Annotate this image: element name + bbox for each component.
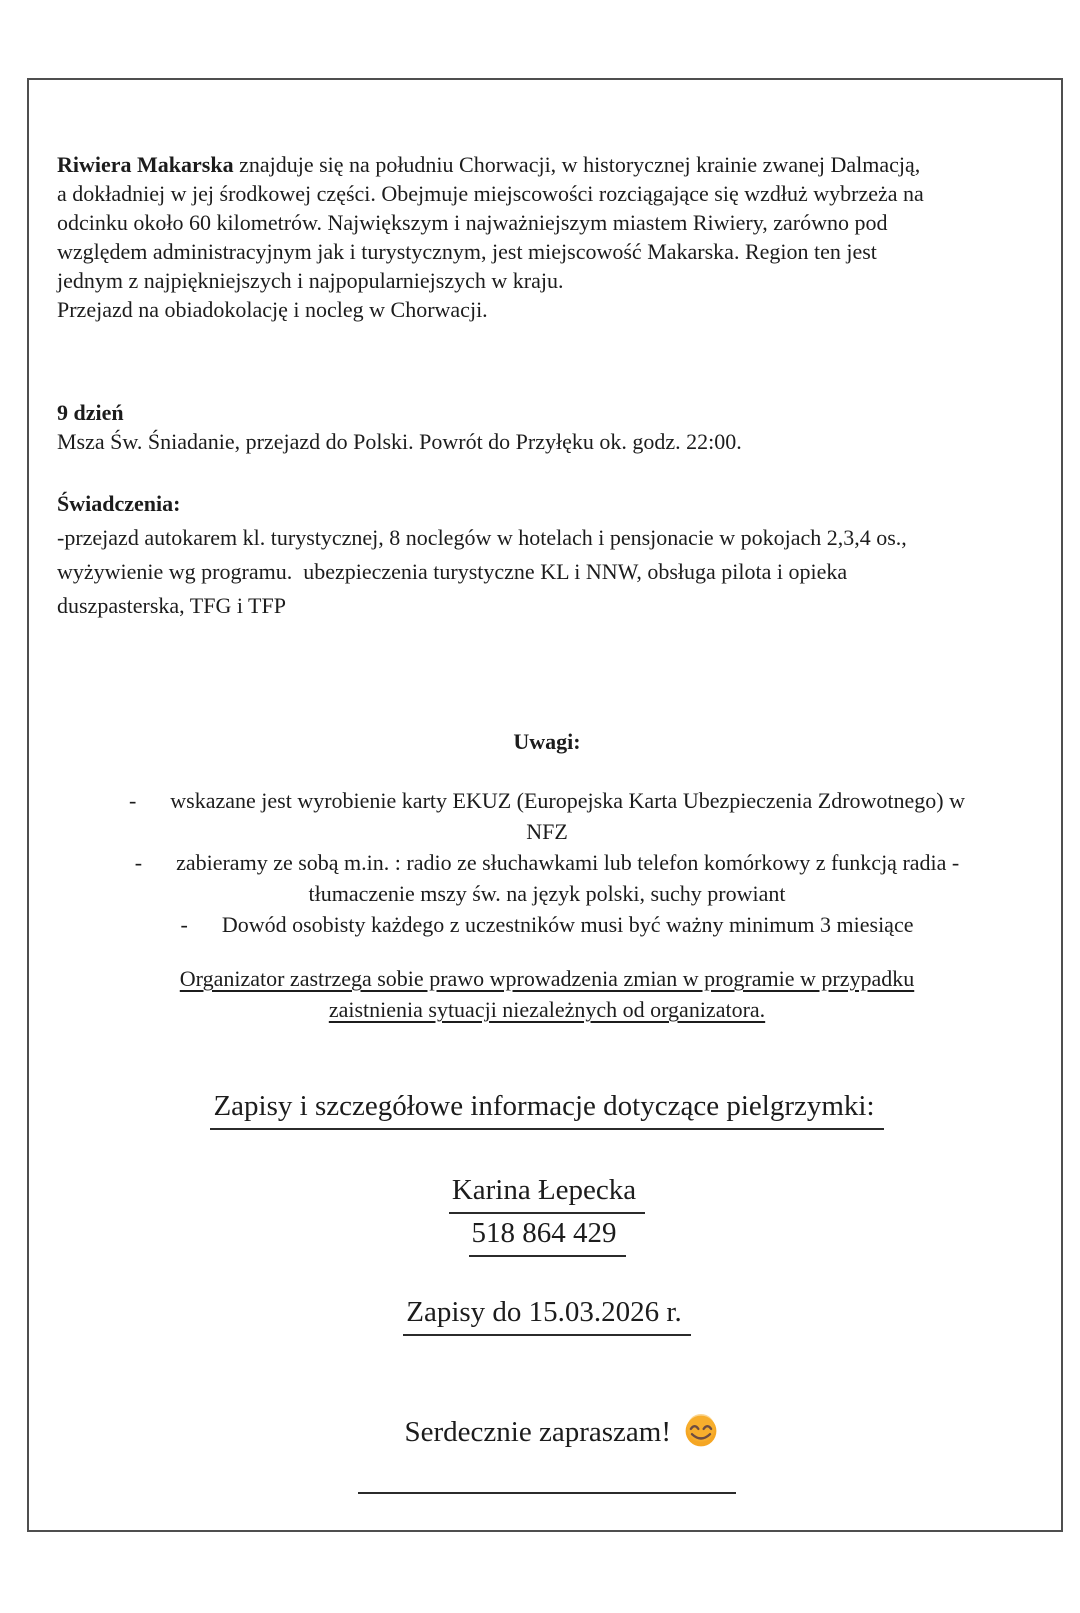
note-item <box>57 785 1037 847</box>
contact-phone: 518 864 429 <box>469 1214 626 1257</box>
note-line: wskazane jest wyrobienie karty EKUZ (Europejska Karta Ubezpieczenia Zdrowotnego) w <box>170 788 966 813</box>
notes-list <box>57 785 1037 940</box>
services-section <box>57 487 1037 623</box>
bullet-dash: - <box>134 850 143 875</box>
intro-line: znajduje się na południu Chorwacji, w historycznej krainie zwanej Dalmacją, <box>233 152 921 177</box>
intro-paragraph <box>57 150 1037 324</box>
note-line: zabieramy ze sobą m.in. : radio ze słuchawkami lub telefon komórkowy z funkcją radia - <box>176 850 960 875</box>
intro-line: jednym z najpiękniejszych i najpopularniejszych w kraju. <box>57 268 564 293</box>
note-item <box>57 909 1037 940</box>
intro-line: Przejazd na obiadokolację i nocleg w Chorwacji. <box>57 297 488 322</box>
day9-heading: 9 dzień <box>57 400 124 425</box>
deadline-note <box>57 1293 1037 1336</box>
disclaimer <box>57 963 1037 1025</box>
bullet-dash: - <box>128 788 137 813</box>
signup-heading-text: Zapisy i szczegółowe informacje dotyczące pielgrzymki: <box>210 1087 883 1130</box>
closing-underline <box>358 1375 736 1494</box>
deadline-text: Zapisy do 15.03.2026 r. <box>403 1293 691 1336</box>
closing-line <box>57 1375 1037 1494</box>
intro-line: a dokładniej w jej środkowej części. Obejmuje miejscowości rozciągające się wzdłuż wybrzeża na <box>57 181 924 206</box>
note-line: tłumaczenie mszy św. na język polski, suchy prowiant <box>308 881 786 906</box>
disclaimer-line: zaistnienia sytuacji niezależnych od organizatora. <box>328 997 766 1022</box>
intro-line: odcinku około 60 kilometrów. Największym i najważniejszym miastem Riwiery, zarówno pod <box>57 210 888 235</box>
day9-text: Msza Św. Śniadanie, przejazd do Polski. Powrót do Przyłęku ok. godz. 22:00. <box>57 429 742 454</box>
notes-heading: Uwagi: <box>513 729 581 754</box>
bullet-dash: - <box>180 912 188 937</box>
note-line: NFZ <box>526 819 568 844</box>
intro-lead: Riwiera Makarska <box>57 152 234 177</box>
contact-name: Karina Łepecka <box>449 1171 645 1214</box>
smiling-face-emoji-icon <box>684 1414 718 1448</box>
services-heading: Świadczenia: <box>57 491 181 516</box>
day9-section <box>57 398 1037 456</box>
note-item <box>57 847 1037 909</box>
signup-section-heading <box>57 1087 1037 1130</box>
services-line: duszpasterska, TFG i TFP <box>57 593 286 618</box>
note-line: Dowód osobisty każdego z uczestników musi być ważny minimum 3 miesiące <box>221 912 914 937</box>
services-line: -przejazd autokarem kl. turystycznej, 8 noclegów w hotelach i pensjonacie w pokojach 2,3,4 os., <box>57 525 907 550</box>
closing-text: Serdecznie zapraszam! <box>404 1416 671 1448</box>
services-line: wyżywienie wg programu. ubezpieczenia turystyczne KL i NNW, obsługa pilota i opieka <box>57 559 848 584</box>
document-page <box>27 78 1063 1532</box>
disclaimer-line: Organizator zastrzega sobie prawo wprowadzenia zmian w programie w przypadku <box>179 966 915 991</box>
intro-line: względem administracyjnym jak i turystycznym, jest miejscowość Makarska. Region ten jest <box>57 239 877 264</box>
contact-block <box>57 1171 1037 1257</box>
